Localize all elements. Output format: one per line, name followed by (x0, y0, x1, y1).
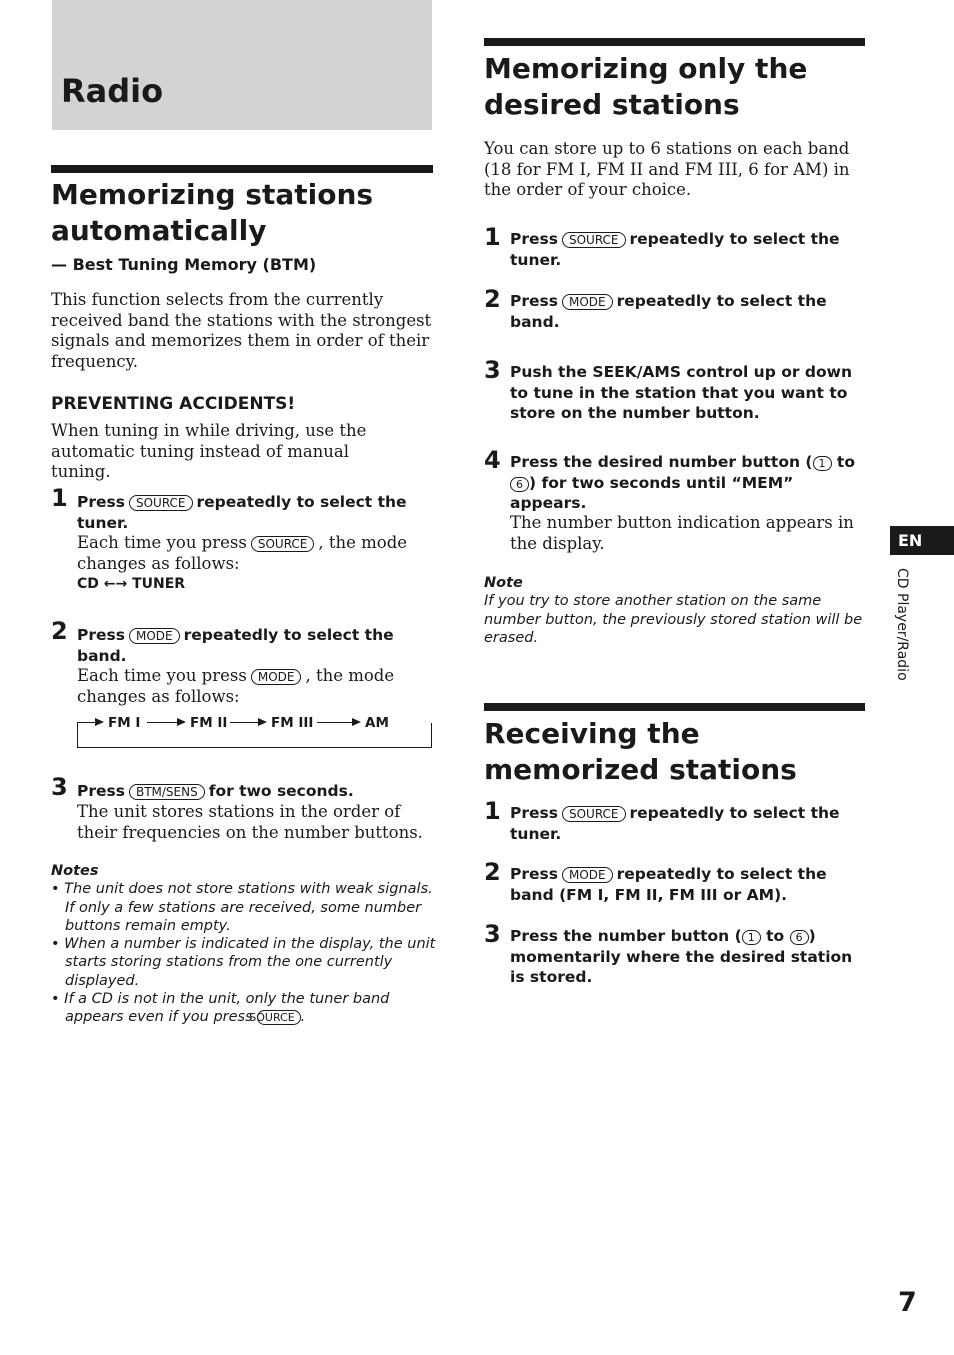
language-tab: EN (890, 526, 954, 555)
note-item: • The unit does not store stations with weak signals. If only a few stations are received, some number buttons remain empty. (51, 881, 433, 934)
band-fm1: FM I (104, 715, 144, 731)
section-label-vertical (888, 568, 912, 708)
step-instruction: Press SOURCE repeatedly to select the tuner. (77, 493, 407, 532)
number-button-6: 6 (790, 930, 809, 945)
arrow-head-icon (95, 718, 104, 726)
btm-sens-key: BTM/SENS (129, 784, 205, 800)
step-instruction: Press MODE repeatedly to select the band (FM I, FM II, FM III or AM). (510, 865, 827, 904)
caution-title: PREVENTING ACCIDENTS! (51, 394, 296, 414)
step-detail: Each time you press SOURCE , the mode changes as follows: (77, 533, 408, 573)
band-cycle-diagram (77, 715, 432, 749)
section-label-text: CD Player/Radio (894, 568, 910, 681)
step-detail: Each time you press MODE , the mode changes as follows: (77, 666, 395, 706)
flow-arrow (317, 722, 352, 723)
band-am: AM (361, 715, 393, 731)
number-button-6: 6 (510, 477, 529, 492)
band-fm3: FM III (267, 715, 317, 731)
step-number: 1 (484, 223, 501, 251)
heading-subtitle: — Best Tuning Memory (BTM) (51, 255, 317, 274)
step-number: 3 (484, 356, 501, 384)
intro-paragraph: This function selects from the currently received band the stations with the strongest signals and memorizes them in order of their frequency. (51, 290, 432, 372)
arrow-head-icon (177, 718, 186, 726)
flow-arrow (77, 722, 95, 723)
step-instruction: Press the desired number button ( 1 to 6 ) for two seconds until “MEM” appears. (510, 453, 855, 512)
source-key: SOURCE (251, 536, 315, 552)
step-number: 4 (484, 446, 501, 474)
note-item: • If a CD is not in the unit, only the tuner band appears even if you press SOURCE . (51, 991, 390, 1026)
heading-auto-memory: Memorizing stations automatically (51, 178, 374, 247)
step-instruction: Push the SEEK/AMS control up or down to tune in the station that you want to store on the number button. (510, 363, 852, 422)
number-button-1: 1 (813, 456, 832, 471)
mode-key: MODE (562, 867, 613, 883)
step-number: 2 (484, 285, 501, 313)
flow-arrow (230, 722, 258, 723)
number-button-1: 1 (742, 930, 761, 945)
step-instruction: Press MODE repeatedly to select the band. (77, 626, 394, 665)
step-detail: The unit stores stations in the order of their frequencies on the number buttons. (77, 802, 423, 842)
step-number: 3 (484, 920, 501, 948)
step-number: 1 (51, 484, 68, 512)
note-title: Note (484, 575, 523, 591)
heading-receiving: Receiving the memorized stations (484, 717, 797, 786)
mode-key: MODE (129, 628, 180, 644)
arrow-head-icon (258, 718, 267, 726)
source-key: SOURCE (562, 232, 626, 248)
intro-paragraph: You can store up to 6 stations on each band (18 for FM I, FM II and FM III, 6 for AM) in the order of your choice. (484, 139, 850, 200)
note-block (484, 574, 865, 647)
step-instruction: Press BTM/SENS for two seconds. (77, 782, 354, 800)
heading-rule (484, 38, 865, 46)
source-key: SOURCE (257, 1010, 300, 1025)
step-instruction: Press SOURCE repeatedly to select the tuner. (510, 230, 840, 269)
notes-block (51, 862, 436, 1027)
step-instruction: Press SOURCE repeatedly to select the tuner. (510, 804, 840, 843)
page-number: 7 (898, 1287, 917, 1318)
step-number: 2 (51, 617, 68, 645)
step-number: 2 (484, 858, 501, 886)
caution-text: When tuning in while driving, use the automatic tuning instead of manual tuning. (51, 421, 367, 482)
note-item: • When a number is indicated in the display, the unit starts storing stations from the one currently displayed. (51, 936, 436, 989)
step-number: 1 (484, 797, 501, 825)
source-key: SOURCE (129, 495, 193, 511)
notes-title: Notes (51, 863, 99, 879)
note-text: If you try to store another station on the same number button, the previously stored station will be erased. (484, 593, 863, 646)
mode-key: MODE (562, 294, 613, 310)
step-number: 3 (51, 773, 68, 801)
mode-key: MODE (251, 669, 302, 685)
arrow-head-icon (352, 718, 361, 726)
section-title: Radio (61, 72, 164, 110)
step-instruction: Press MODE repeatedly to select the band. (510, 292, 827, 331)
step-instruction: Press the number button ( 1 to 6 ) momentarily where the desired station is stored. (510, 927, 853, 986)
step-detail: The number button indication appears in the display. (510, 513, 854, 553)
section-header-box (52, 0, 432, 130)
band-fm2: FM II (186, 715, 231, 731)
flow-arrow (147, 722, 177, 723)
source-key: SOURCE (562, 806, 626, 822)
mode-flow-text: CD ←→ TUNER (77, 576, 186, 592)
heading-desired-stations: Memorizing only the desired stations (484, 52, 808, 121)
heading-rule (484, 703, 865, 711)
heading-rule (51, 165, 433, 173)
